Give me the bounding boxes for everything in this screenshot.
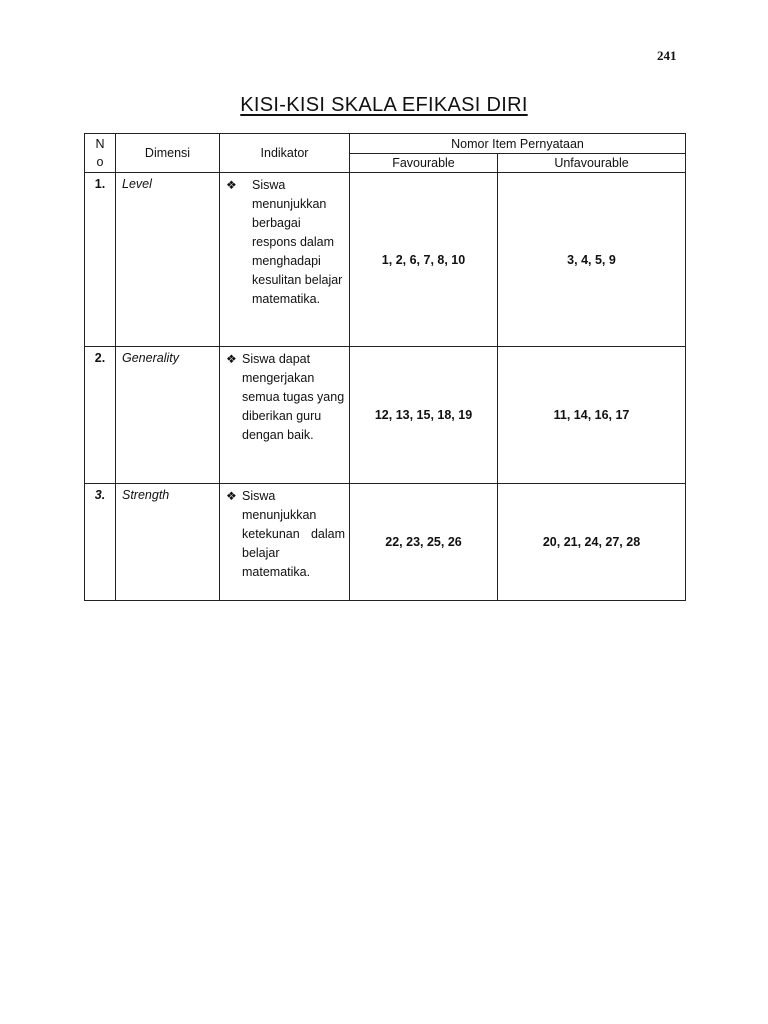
diamond-bullet-icon: ❖ bbox=[226, 489, 237, 503]
unfavourable-items: 11, 14, 16, 17 bbox=[498, 347, 686, 484]
header-no-label: N o bbox=[95, 137, 105, 169]
table-row bbox=[85, 173, 686, 347]
indikator-text: Siswa dapat mengerjakan semua tugas yang diberikan guru dengan baik. bbox=[242, 352, 345, 442]
dimensi-cell: Level bbox=[116, 173, 220, 347]
indikator-cell bbox=[220, 484, 350, 601]
kisi-kisi-table bbox=[84, 133, 686, 601]
unfavourable-items: 3, 4, 5, 9 bbox=[498, 173, 686, 347]
header-indikator: Indikator bbox=[220, 134, 350, 173]
table-row bbox=[85, 484, 686, 601]
indikator-text: Siswa menunjukkan berbagai respons dalam menghadapi kesulitan belajar matematika. bbox=[252, 178, 343, 306]
indikator-cell bbox=[220, 347, 350, 484]
diamond-bullet-icon: ❖ bbox=[226, 352, 237, 366]
row-number: 1. bbox=[85, 173, 116, 347]
table-row bbox=[85, 347, 686, 484]
header-nomor-item: Nomor Item Pernyataan bbox=[350, 134, 686, 154]
favourable-items: 1, 2, 6, 7, 8, 10 bbox=[350, 173, 498, 347]
indikator-text: Siswa menunjukkan ketekunan dalam belajar matematika. bbox=[242, 489, 345, 579]
dimensi-cell: Strength bbox=[116, 484, 220, 601]
diamond-bullet-icon: ❖ bbox=[226, 178, 237, 192]
row-number: 3. bbox=[85, 484, 116, 601]
document-title: KISI-KISI SKALA EFIKASI DIRI bbox=[240, 94, 528, 116]
dimensi-cell: Generality bbox=[116, 347, 220, 484]
page-number: 241 bbox=[657, 48, 677, 63]
header-favourable: Favourable bbox=[350, 154, 498, 173]
header-unfavourable: Unfavourable bbox=[498, 154, 686, 173]
row-number: 2. bbox=[85, 347, 116, 484]
table-header-row bbox=[85, 134, 686, 154]
header-dimensi: Dimensi bbox=[116, 134, 220, 173]
indikator-cell bbox=[220, 173, 350, 347]
favourable-items: 22, 23, 25, 26 bbox=[350, 484, 498, 601]
favourable-items: 12, 13, 15, 18, 19 bbox=[350, 347, 498, 484]
unfavourable-items: 20, 21, 24, 27, 28 bbox=[498, 484, 686, 601]
header-no bbox=[85, 134, 116, 173]
